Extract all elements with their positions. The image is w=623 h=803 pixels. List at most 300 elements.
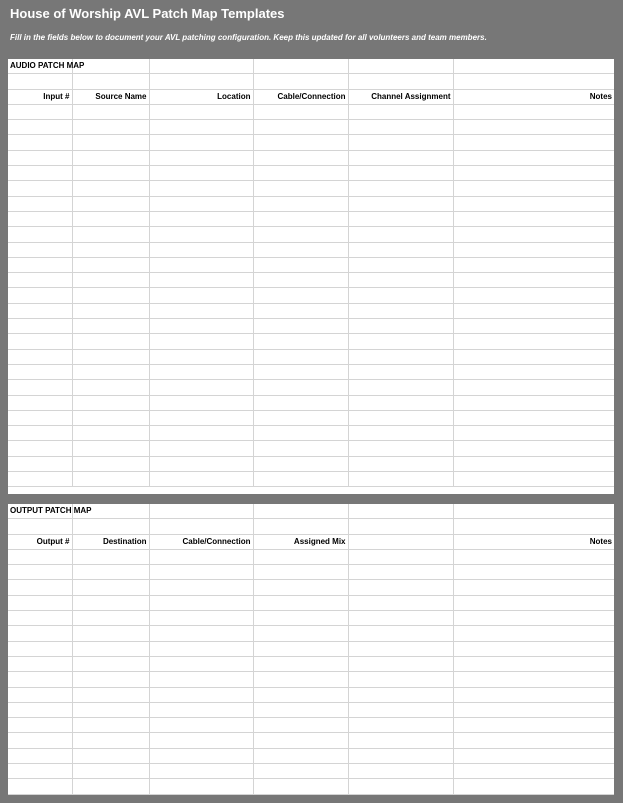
cell[interactable] (453, 565, 614, 580)
cell[interactable] (8, 595, 72, 610)
cell[interactable] (149, 611, 253, 626)
output-header-row (8, 534, 614, 549)
cell[interactable] (149, 733, 253, 748)
cell[interactable] (453, 779, 614, 794)
cell[interactable] (8, 349, 72, 364)
cell[interactable] (253, 656, 348, 671)
cell[interactable] (453, 319, 614, 334)
header-output-number: Output # (8, 534, 72, 549)
cell[interactable] (348, 748, 453, 763)
header-channel-assignment: Channel Assignment (348, 89, 453, 104)
cell[interactable] (348, 211, 453, 226)
cell[interactable] (72, 472, 149, 487)
cell[interactable] (72, 196, 149, 211)
cell[interactable] (453, 764, 614, 779)
cell[interactable] (72, 595, 149, 610)
cell[interactable] (149, 273, 253, 288)
cell[interactable] (8, 456, 72, 471)
cell[interactable] (453, 288, 614, 303)
cell[interactable] (348, 104, 453, 119)
cell[interactable] (8, 641, 72, 656)
cell[interactable] (72, 120, 149, 135)
cell[interactable] (253, 135, 348, 150)
cell[interactable] (149, 504, 253, 519)
cell[interactable] (72, 364, 149, 379)
cell[interactable] (253, 611, 348, 626)
cell[interactable] (348, 74, 453, 89)
cell[interactable] (253, 319, 348, 334)
cell[interactable] (253, 748, 348, 763)
cell[interactable] (253, 181, 348, 196)
table-row (8, 120, 614, 135)
cell[interactable] (8, 410, 72, 425)
cell[interactable] (253, 718, 348, 733)
cell[interactable] (253, 519, 348, 534)
cell[interactable] (72, 748, 149, 763)
cell[interactable] (72, 166, 149, 181)
cell[interactable] (253, 257, 348, 272)
cell[interactable] (72, 273, 149, 288)
cell[interactable] (453, 166, 614, 181)
cell[interactable] (453, 380, 614, 395)
table-row (8, 288, 614, 303)
cell[interactable] (8, 472, 72, 487)
cell[interactable] (348, 456, 453, 471)
cell[interactable] (149, 549, 253, 564)
cell[interactable] (453, 59, 614, 74)
cell[interactable] (453, 334, 614, 349)
cell[interactable] (149, 227, 253, 242)
cell[interactable] (348, 181, 453, 196)
table-row (8, 426, 614, 441)
cell[interactable] (453, 733, 614, 748)
cell[interactable] (8, 150, 72, 165)
cell[interactable] (253, 120, 348, 135)
cell[interactable] (253, 242, 348, 257)
cell[interactable] (149, 257, 253, 272)
cell[interactable] (8, 733, 72, 748)
cell[interactable] (253, 641, 348, 656)
cell[interactable] (348, 733, 453, 748)
cell[interactable] (8, 549, 72, 564)
cell[interactable] (72, 687, 149, 702)
cell[interactable] (253, 626, 348, 641)
cell[interactable] (72, 779, 149, 794)
cell[interactable] (253, 364, 348, 379)
cell[interactable] (348, 196, 453, 211)
cell[interactable] (8, 656, 72, 671)
cell[interactable] (149, 380, 253, 395)
cell[interactable] (253, 779, 348, 794)
cell[interactable] (348, 227, 453, 242)
cell[interactable] (72, 611, 149, 626)
cell[interactable] (453, 104, 614, 119)
cell[interactable] (72, 410, 149, 425)
cell[interactable] (149, 426, 253, 441)
cell[interactable] (149, 641, 253, 656)
cell[interactable] (8, 702, 72, 717)
cell[interactable] (72, 257, 149, 272)
cell[interactable] (453, 410, 614, 425)
cell[interactable] (72, 565, 149, 580)
cell[interactable] (8, 74, 72, 89)
cell[interactable] (8, 580, 72, 595)
cell[interactable] (149, 181, 253, 196)
cell[interactable] (72, 242, 149, 257)
cell[interactable] (348, 687, 453, 702)
cell[interactable] (149, 303, 253, 318)
cell[interactable] (149, 104, 253, 119)
cell[interactable] (149, 672, 253, 687)
cell[interactable] (253, 565, 348, 580)
cell[interactable] (348, 150, 453, 165)
cell[interactable] (348, 641, 453, 656)
cell[interactable] (453, 580, 614, 595)
cell[interactable] (149, 519, 253, 534)
cell[interactable] (8, 273, 72, 288)
audio-header-row (8, 89, 614, 104)
cell[interactable] (453, 303, 614, 318)
cell[interactable] (149, 565, 253, 580)
cell[interactable] (8, 196, 72, 211)
cell[interactable] (453, 641, 614, 656)
cell[interactable] (149, 59, 253, 74)
cell[interactable] (72, 426, 149, 441)
table-row (8, 257, 614, 272)
cell[interactable] (453, 196, 614, 211)
table-row (8, 364, 614, 379)
cell[interactable] (453, 395, 614, 410)
cell[interactable] (72, 303, 149, 318)
cell[interactable] (253, 380, 348, 395)
cell[interactable] (348, 519, 453, 534)
cell[interactable] (348, 257, 453, 272)
cell[interactable] (8, 288, 72, 303)
cell[interactable] (72, 441, 149, 456)
cell[interactable] (72, 580, 149, 595)
cell[interactable] (348, 334, 453, 349)
cell[interactable] (453, 718, 614, 733)
cell[interactable] (453, 257, 614, 272)
cell[interactable] (253, 150, 348, 165)
cell[interactable] (348, 242, 453, 257)
cell[interactable] (453, 656, 614, 671)
cell[interactable] (8, 135, 72, 150)
table-row (8, 779, 614, 794)
cell[interactable] (72, 181, 149, 196)
cell[interactable] (348, 702, 453, 717)
cell[interactable] (8, 319, 72, 334)
cell[interactable] (253, 764, 348, 779)
cell[interactable] (453, 702, 614, 717)
cell[interactable] (72, 288, 149, 303)
cell[interactable] (453, 242, 614, 257)
cell[interactable] (253, 549, 348, 564)
cell[interactable] (149, 456, 253, 471)
cell[interactable] (348, 718, 453, 733)
cell[interactable] (453, 687, 614, 702)
cell[interactable] (149, 764, 253, 779)
table-row (8, 410, 614, 425)
cell[interactable] (8, 303, 72, 318)
cell[interactable] (149, 242, 253, 257)
cell[interactable] (8, 211, 72, 226)
cell[interactable] (8, 565, 72, 580)
cell[interactable] (253, 410, 348, 425)
cell[interactable] (253, 334, 348, 349)
cell[interactable] (72, 227, 149, 242)
cell[interactable] (149, 395, 253, 410)
cell[interactable] (348, 565, 453, 580)
cell[interactable] (453, 672, 614, 687)
cell[interactable] (72, 733, 149, 748)
cell[interactable] (253, 595, 348, 610)
cell[interactable] (149, 472, 253, 487)
cell[interactable] (348, 319, 453, 334)
header-notes: Notes (453, 89, 614, 104)
cell[interactable] (348, 303, 453, 318)
page-subtitle: Fill in the fields below to document your AVL patching configuration. Keep this updated for all volunteers and team members. (10, 33, 487, 42)
cell[interactable] (8, 687, 72, 702)
cell[interactable] (8, 242, 72, 257)
cell[interactable] (253, 504, 348, 519)
cell[interactable] (253, 672, 348, 687)
cell[interactable] (8, 626, 72, 641)
cell[interactable] (253, 395, 348, 410)
cell[interactable] (72, 135, 149, 150)
cell[interactable] (149, 595, 253, 610)
cell[interactable] (453, 549, 614, 564)
cell[interactable] (348, 349, 453, 364)
cell[interactable] (8, 120, 72, 135)
cell[interactable] (149, 702, 253, 717)
cell[interactable] (149, 656, 253, 671)
cell[interactable] (8, 395, 72, 410)
cell[interactable] (72, 456, 149, 471)
cell[interactable] (453, 349, 614, 364)
header-destination: Destination (72, 534, 149, 549)
cell[interactable] (253, 456, 348, 471)
cell[interactable] (8, 166, 72, 181)
cell[interactable] (453, 426, 614, 441)
cell[interactable] (149, 349, 253, 364)
cell[interactable] (72, 74, 149, 89)
cell[interactable] (8, 672, 72, 687)
cell[interactable] (453, 227, 614, 242)
cell[interactable] (149, 288, 253, 303)
cell[interactable] (149, 334, 253, 349)
cell[interactable] (348, 59, 453, 74)
cell[interactable] (8, 181, 72, 196)
cell[interactable] (72, 626, 149, 641)
cell[interactable] (72, 380, 149, 395)
cell[interactable] (453, 611, 614, 626)
cell[interactable] (149, 120, 253, 135)
header-input-number: Input # (8, 89, 72, 104)
table-row (8, 549, 614, 564)
cell[interactable] (253, 196, 348, 211)
cell[interactable] (72, 319, 149, 334)
cell[interactable] (253, 687, 348, 702)
cell[interactable] (348, 656, 453, 671)
cell[interactable] (72, 672, 149, 687)
table-row (8, 672, 614, 687)
cell[interactable] (348, 395, 453, 410)
cell[interactable] (453, 364, 614, 379)
cell[interactable] (72, 395, 149, 410)
cell[interactable] (453, 519, 614, 534)
cell[interactable] (453, 504, 614, 519)
cell[interactable] (453, 74, 614, 89)
cell[interactable] (348, 580, 453, 595)
cell[interactable] (149, 74, 253, 89)
cell[interactable] (149, 410, 253, 425)
cell[interactable] (348, 764, 453, 779)
cell[interactable] (72, 334, 149, 349)
table-row (8, 242, 614, 257)
cell[interactable] (72, 549, 149, 564)
cell[interactable] (453, 595, 614, 610)
cell[interactable] (348, 166, 453, 181)
table-row (8, 150, 614, 165)
cell[interactable] (453, 181, 614, 196)
cell[interactable] (348, 120, 453, 135)
cell[interactable] (253, 702, 348, 717)
cell[interactable] (253, 733, 348, 748)
cell[interactable] (348, 273, 453, 288)
cell[interactable] (348, 672, 453, 687)
cell[interactable] (72, 641, 149, 656)
table-row (8, 565, 614, 580)
audio-patch-map-sheet (8, 59, 614, 494)
cell[interactable] (348, 626, 453, 641)
cell[interactable] (453, 748, 614, 763)
cell[interactable] (453, 211, 614, 226)
header-blank (348, 534, 453, 549)
cell[interactable] (8, 104, 72, 119)
cell[interactable] (453, 456, 614, 471)
cell[interactable] (149, 626, 253, 641)
table-row (8, 611, 614, 626)
cell[interactable] (253, 227, 348, 242)
cell[interactable] (253, 273, 348, 288)
cell[interactable] (149, 319, 253, 334)
cell[interactable] (348, 380, 453, 395)
cell[interactable] (253, 166, 348, 181)
cell[interactable] (348, 779, 453, 794)
cell[interactable] (8, 426, 72, 441)
cell[interactable] (253, 288, 348, 303)
cell[interactable] (253, 349, 348, 364)
cell[interactable] (8, 441, 72, 456)
audio-patch-table (8, 59, 614, 487)
cell[interactable] (149, 150, 253, 165)
table-row (8, 595, 614, 610)
cell[interactable] (8, 519, 72, 534)
cell[interactable] (8, 718, 72, 733)
table-row (8, 104, 614, 119)
cell[interactable] (149, 135, 253, 150)
cell[interactable] (149, 580, 253, 595)
cell[interactable] (253, 211, 348, 226)
cell[interactable] (8, 334, 72, 349)
cell[interactable] (149, 441, 253, 456)
cell[interactable] (72, 104, 149, 119)
cell[interactable] (453, 273, 614, 288)
cell[interactable] (348, 611, 453, 626)
cell[interactable] (8, 764, 72, 779)
table-row (8, 227, 614, 242)
cell[interactable] (149, 718, 253, 733)
cell[interactable] (253, 104, 348, 119)
cell[interactable] (149, 196, 253, 211)
cell[interactable] (348, 364, 453, 379)
header-location: Location (149, 89, 253, 104)
cell[interactable] (149, 687, 253, 702)
cell[interactable] (72, 718, 149, 733)
cell[interactable] (253, 426, 348, 441)
cell[interactable] (72, 702, 149, 717)
cell[interactable] (348, 472, 453, 487)
cell[interactable] (149, 211, 253, 226)
cell[interactable] (453, 472, 614, 487)
cell[interactable] (72, 349, 149, 364)
cell[interactable] (72, 519, 149, 534)
cell[interactable] (348, 288, 453, 303)
cell[interactable] (8, 611, 72, 626)
cell[interactable] (8, 227, 72, 242)
cell[interactable] (253, 441, 348, 456)
cell[interactable] (348, 549, 453, 564)
cell[interactable] (453, 150, 614, 165)
cell[interactable] (253, 59, 348, 74)
table-row (8, 580, 614, 595)
cell[interactable] (72, 656, 149, 671)
cell[interactable] (149, 166, 253, 181)
cell[interactable] (72, 764, 149, 779)
cell[interactable] (348, 410, 453, 425)
cell[interactable] (453, 441, 614, 456)
cell[interactable] (253, 580, 348, 595)
cell[interactable] (149, 364, 253, 379)
cell[interactable] (453, 626, 614, 641)
cell[interactable] (348, 595, 453, 610)
cell[interactable] (8, 257, 72, 272)
cell[interactable] (149, 748, 253, 763)
cell[interactable] (348, 426, 453, 441)
cell[interactable] (348, 504, 453, 519)
cell[interactable] (72, 150, 149, 165)
cell[interactable] (453, 120, 614, 135)
audio-section-title: AUDIO PATCH MAP (8, 59, 72, 74)
cell[interactable] (8, 380, 72, 395)
cell[interactable] (8, 779, 72, 794)
table-row (8, 349, 614, 364)
cell[interactable] (8, 748, 72, 763)
cell[interactable] (453, 135, 614, 150)
output-section-title: OUTPUT PATCH MAP (8, 504, 72, 519)
table-row (8, 626, 614, 641)
cell[interactable] (253, 74, 348, 89)
cell[interactable] (253, 303, 348, 318)
output-section-row (8, 504, 614, 519)
cell[interactable] (149, 779, 253, 794)
cell[interactable] (348, 441, 453, 456)
cell[interactable] (253, 472, 348, 487)
cell[interactable] (72, 211, 149, 226)
cell[interactable] (8, 364, 72, 379)
cell[interactable] (348, 135, 453, 150)
